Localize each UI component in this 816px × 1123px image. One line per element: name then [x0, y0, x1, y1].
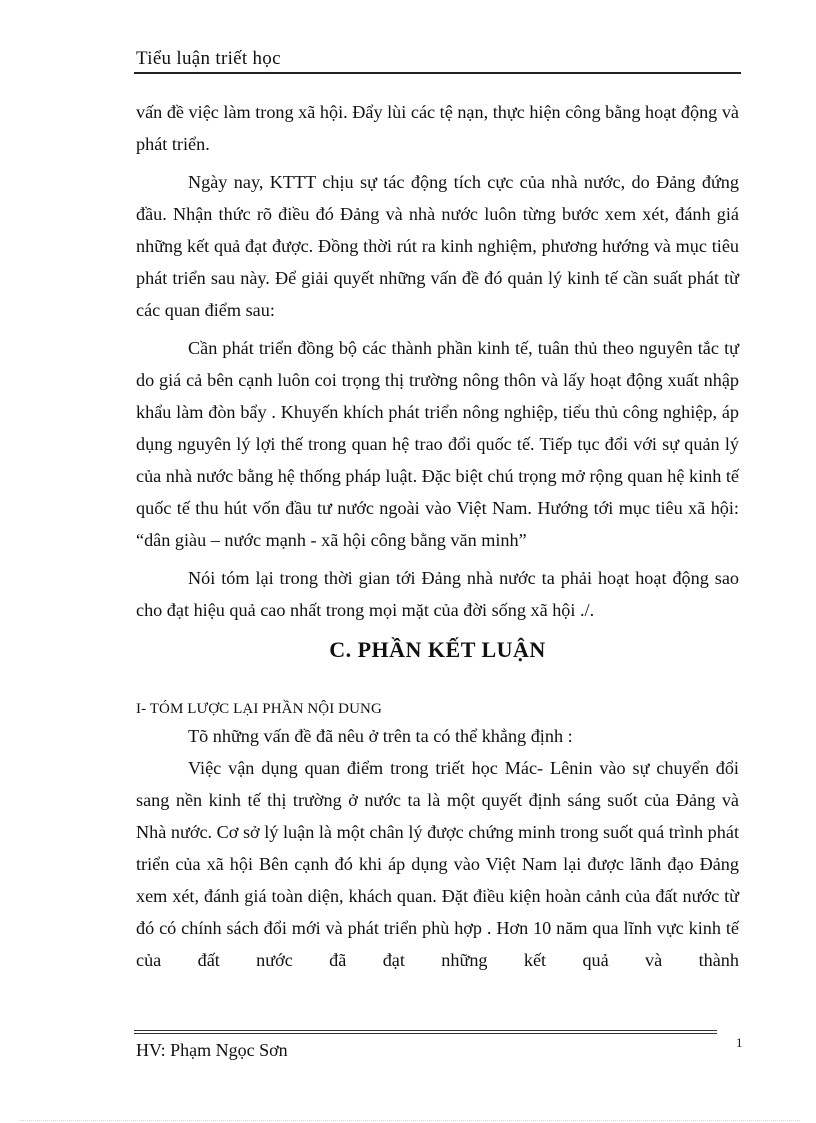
page-content: [136, 96, 739, 976]
header-title: Tiểu luận triết học: [136, 48, 281, 69]
footer-rule: [134, 1030, 717, 1034]
header-rule: [134, 72, 741, 74]
section-title: C. PHẦN KẾT LUẬN: [329, 637, 546, 662]
paragraph-summary: Nói tóm lại trong thời gian tới Đảng nhà nước ta phải hoạt hoạt động sao cho đạt hiệu quả cao nhất trong mọi mặt của đời sống xã hội ./.: [136, 568, 739, 620]
page-edge: [20, 1120, 800, 1121]
paragraph-continuation: vấn đề việc làm trong xã hội. Đẩy lùi các tệ nạn, thực hiện công bằng hoạt động và phát triển.: [136, 102, 739, 154]
paragraph-affirm: Tõ những vấn đề đã nêu ở trên ta có thể khẳng định :: [188, 726, 573, 746]
paragraph-conclusion: Việc vận dụng quan điểm trong triết học Mác- Lênin vào sự chuyển đổi sang nền kinh tế thị trường ở nước ta là một quyết định sáng suốt của Đảng và Nhà nước. Cơ sở lý luận là một chân lý được chứng minh trong suốt quá trình phát triển của xã hội Bên cạnh đó khi áp dụng vào Việt Nam lại được lãnh đạo Đảng xem xét, đánh giá toàn diện, khách quan. Đặt điều kiện hoàn cảnh của đất nước từ đó có chính sách đổi mới và phát triển phù hợp . Hơn 10 năm qua lĩnh vực kinh tế của đất nước đã đạt những kết quả và thành: [136, 758, 739, 970]
paragraph-development: Cần phát triển đồng bộ các thành phần kinh tế, tuân thủ theo nguyên tắc tự do giá cả bên cạnh luôn coi trọng thị trường nông thôn và lấy hoạt động xuất nhập khẩu làm đòn bẩy . Khuyến khích phát triển nông nghiệp, tiểu thủ công nghiệp, áp dụng nguyên lý lợi thế trong quan hệ trao đổi quốc tế. Tiếp tục đổi với sự quản lý của nhà nước bằng hệ thống pháp luật. Đặc biệt chú trọng mở rộng quan hệ kinh tế quốc tế thu hút vốn đầu tư nước ngoài vào Việt Nam. Hướng tới mục tiêu xã hội: “dân giàu – nước mạnh - xã hội công bằng văn minh”: [136, 338, 739, 550]
page-number: 1: [736, 1035, 743, 1050]
subheading: I- TÓM LƯỢC LẠI PHẦN NỘI DUNG: [136, 701, 382, 717]
paragraph-today: Ngày nay, KTTT chịu sự tác động tích cực của nhà nước, do Đảng đứng đầu. Nhận thức rõ điều đó Đảng và nhà nước luôn từng bước xem xét, đánh giá những kết quả đạt được. Đồng thời rút ra kinh nghiệm, phương hướng và mục tiêu phát triển sau này. Để giải quyết những vấn đề đó quản lý kinh tế cần suất phát từ các quan điểm sau:: [136, 172, 739, 320]
footer-author: HV: Phạm Ngọc Sơn: [136, 1040, 288, 1060]
